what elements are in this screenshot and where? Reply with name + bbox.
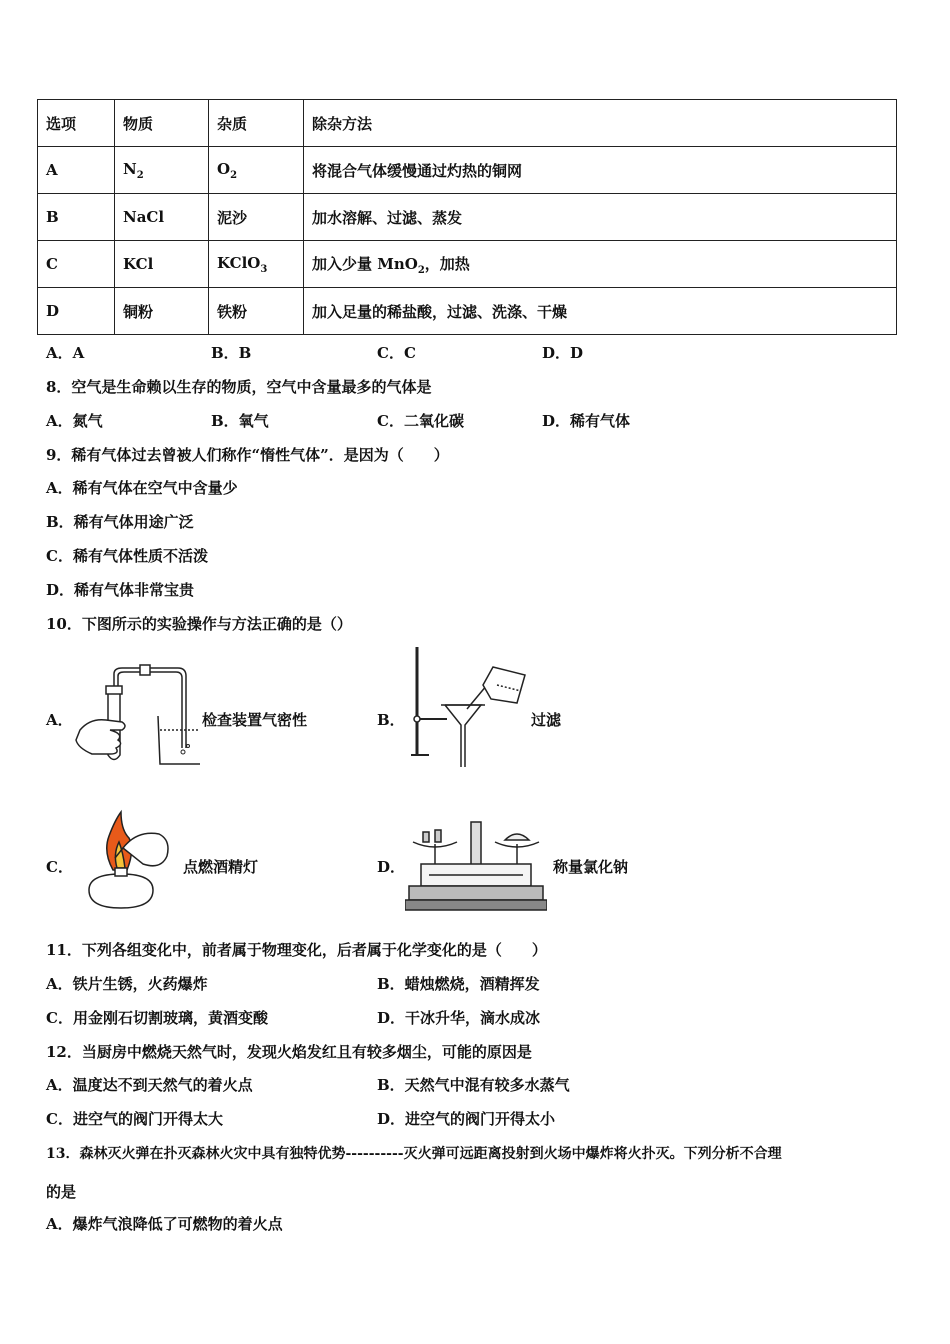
table-cell: 将混合气体缓慢通过灼热的铜网 <box>304 147 897 194</box>
table-cell: A <box>38 147 115 194</box>
q9-option-b: B．稀有气体用途广泛 <box>46 513 194 531</box>
formula-subscript: 2 <box>230 169 238 181</box>
table-row <box>38 241 897 288</box>
formula-text: KClO <box>217 253 261 272</box>
formula-subscript: 2 <box>136 169 144 181</box>
table-cell: 铜粉 <box>115 288 209 335</box>
purification-table <box>37 99 897 335</box>
q7-option-c: C．C <box>377 344 416 362</box>
q12-option-a: A．温度达不到天然气的着火点 <box>46 1076 253 1094</box>
q10-option-b-label: 过滤 <box>531 711 562 729</box>
q13-stem-line1: 13．森林灭火弹在扑灭森林火灾中具有独特优势----------灭火弹可远距离投射到火场中爆炸将火扑灭。下列分析不合理 <box>46 1146 782 1162</box>
q12-option-d: D．进空气的阀门开得太小 <box>377 1110 556 1128</box>
q8-option-b: B．氧气 <box>211 412 269 430</box>
table-cell <box>115 147 209 194</box>
table-cell: C <box>38 241 115 288</box>
table-cell: KCl <box>115 241 209 288</box>
alcohol-lamp-figure <box>75 808 175 916</box>
q11-stem: 11．下列各组变化中，前者属于物理变化，后者属于化学变化的是（ ） <box>46 941 547 959</box>
formula-text: O <box>217 159 231 178</box>
q7-option-a: A．A <box>46 344 85 362</box>
method-text: ，加热 <box>424 254 470 273</box>
formula-subscript: 2 <box>417 264 425 276</box>
q10-option-b-letter: B． <box>377 711 405 729</box>
q9-option-d: D．稀有气体非常宝贵 <box>46 581 195 599</box>
q13-option-a: A．爆炸气浪降低了可燃物的着火点 <box>46 1215 283 1233</box>
table-cell: 加水溶解、过滤、蒸发 <box>304 194 897 241</box>
table-cell: 加入足量的稀盐酸，过滤、洗涤、干燥 <box>304 288 897 335</box>
q11-option-a: A．铁片生锈，火药爆炸 <box>46 975 208 993</box>
table-cell: 铁粉 <box>209 288 304 335</box>
q11-option-b: B．蜡烛燃烧，酒精挥发 <box>377 975 540 993</box>
q7-option-b: B．B <box>211 344 252 362</box>
q10-option-a-label: 检查装置气密性 <box>202 711 308 729</box>
q12-stem: 12．当厨房中燃烧天然气时，发现火焰发红且有较多烟尘，可能的原因是 <box>46 1043 532 1061</box>
filtration-figure <box>395 645 535 770</box>
q8-option-c: C．二氧化碳 <box>377 412 464 430</box>
table-cell: 泥沙 <box>209 194 304 241</box>
table-header-cell: 杂质 <box>209 100 304 147</box>
q10-option-d-label: 称量氯化钠 <box>553 858 629 876</box>
q10-option-a-letter: A． <box>46 711 73 729</box>
q9-option-c: C．稀有气体性质不活泼 <box>46 547 208 565</box>
q9-option-a: A．稀有气体在空气中含量少 <box>46 479 238 497</box>
q8-option-a: A．氮气 <box>46 412 103 430</box>
q13-stem-line2: 的是 <box>46 1183 77 1201</box>
table-cell: B <box>38 194 115 241</box>
q11-option-c: C．用金刚石切割玻璃，黄酒变酸 <box>46 1009 268 1027</box>
table-cell <box>209 241 304 288</box>
table-row <box>38 147 897 194</box>
airtightness-check-figure <box>70 660 200 770</box>
table-cell: D <box>38 288 115 335</box>
q12-option-b: B．天然气中混有较多水蒸气 <box>377 1076 570 1094</box>
table-cell <box>209 147 304 194</box>
table-header-cell: 选项 <box>38 100 115 147</box>
table-header-cell: 物质 <box>115 100 209 147</box>
formula-text: N <box>123 159 137 178</box>
q10-option-c-label: 点燃酒精灯 <box>183 858 259 876</box>
formula-subscript: 3 <box>260 263 268 275</box>
q10-stem: 10．下图所示的实验操作与方法正确的是（） <box>46 615 352 633</box>
table-header-row <box>38 100 897 147</box>
table-row <box>38 194 897 241</box>
q8-option-d: D．稀有气体 <box>542 412 631 430</box>
q7-option-d: D．D <box>542 344 584 362</box>
table-header-cell: 除杂方法 <box>304 100 897 147</box>
method-text: 加入少量 MnO <box>312 254 418 273</box>
q10-option-c-letter: C． <box>46 858 73 876</box>
table-row <box>38 288 897 335</box>
q9-stem: 9．稀有气体过去曾被人们称作“惰性气体”．是因为（ ） <box>46 446 449 464</box>
q11-option-d: D．干冰升华，滴水成冰 <box>377 1009 541 1027</box>
q8-stem: 8．空气是生命赖以生存的物质，空气中含量最多的气体是 <box>46 378 432 396</box>
balance-figure <box>405 820 547 916</box>
q10-option-d-letter: D． <box>377 858 406 876</box>
table-cell: NaCl <box>115 194 209 241</box>
q12-option-c: C．进空气的阀门开得太大 <box>46 1110 223 1128</box>
table-cell <box>304 241 897 288</box>
